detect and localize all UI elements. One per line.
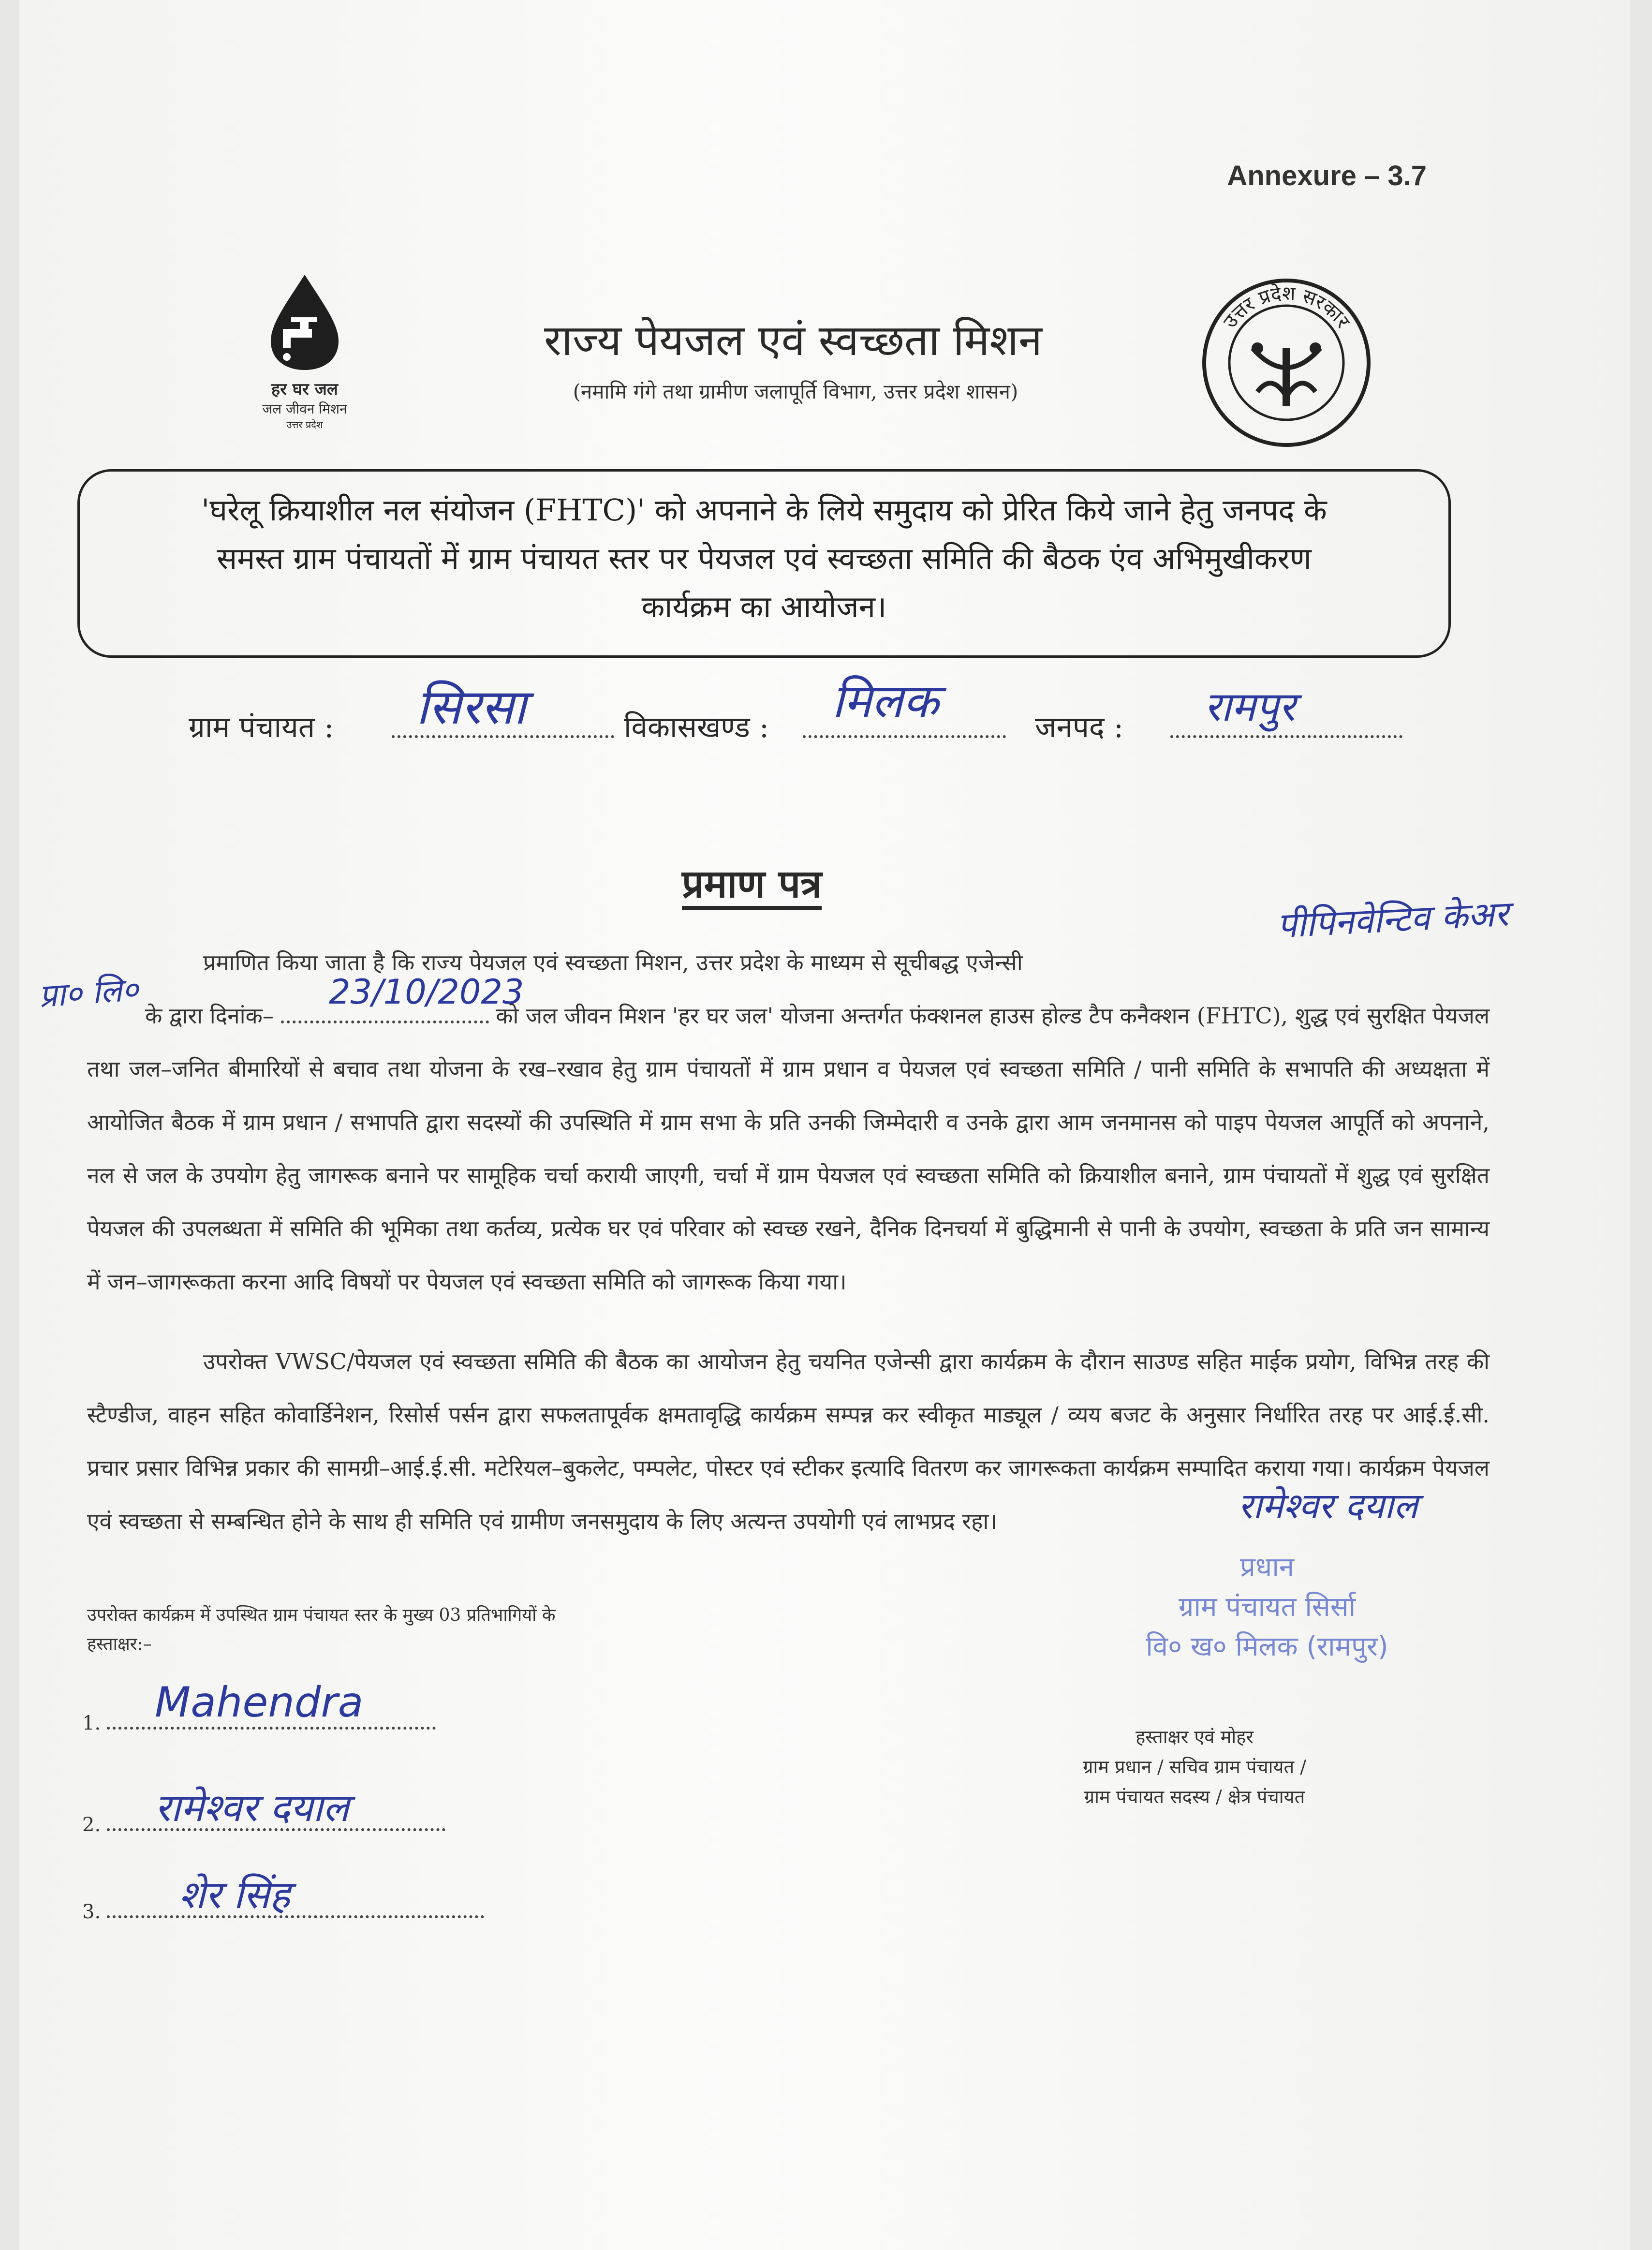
annexure-label: Annexure – 3.7 [1227, 160, 1427, 192]
water-drop-tap-icon [256, 271, 353, 372]
participant-signature-3: 3. शेर सिंह [82, 1901, 484, 1923]
sign-block-line-3: ग्राम पंचायत सदस्य / क्षेत्र पंचायत [1084, 1786, 1305, 1807]
mission-subtitle: (नमामि गंगे तथा ग्रामीण जलापूर्ति विभाग, उत्तर प्रदेश शासन) [573, 380, 1018, 403]
mission-title: राज्य पेयजल एवं स्वच्छता मिशन [544, 315, 1042, 365]
logo-line-2: जल जीवन मिशन [262, 401, 347, 417]
stamp-line-1: प्रधान [1240, 1552, 1294, 1583]
janpad-value: रामपुर [1204, 683, 1296, 730]
para1-part-b: के द्वारा दिनांक– [145, 1003, 274, 1029]
participant-1-name: Mahendra [155, 1678, 364, 1727]
participant-signature-1: 1. Mahendra [82, 1712, 436, 1734]
vikaskhand-label: विकासखण्ड : [624, 711, 769, 744]
handwritten-date: 23/10/2023 [329, 972, 524, 1012]
pradhan-stamp [1049, 1548, 1485, 1667]
janpad-label: जनपद : [1035, 711, 1124, 744]
handwritten-agency: पीपिनवेन्टिव केअर [1276, 893, 1510, 946]
participant-2-name: रामेश्वर दयाल [155, 1785, 349, 1830]
participant-3-name: शेर सिंह [179, 1872, 290, 1917]
program-line-3: कार्यक्रम का आयोजन। [641, 589, 887, 624]
sign-block-line-1: हस्ताक्षर एवं मोहर [1136, 1726, 1254, 1747]
gram-panchayat-value: सिरसा [416, 679, 526, 735]
svg-text:उत्तर प्रदेश सरकार: उत्तर प्रदेश सरकार [1219, 282, 1354, 333]
sign-block-line-2: ग्राम प्रधान / सचिव ग्राम पंचायत / [1082, 1756, 1307, 1777]
logo-line-3: उत्तर प्रदेश [286, 419, 323, 430]
up-government-seal [1199, 276, 1373, 450]
attendance-intro [87, 1601, 909, 1659]
signature-seal-block [977, 1722, 1412, 1812]
gram-panchayat-label: ग्राम पंचायत : [189, 711, 334, 744]
har-ghar-jal-logo [232, 271, 377, 431]
attendance-intro-line-1: उपरोक्त कार्यक्रम में उपस्थित ग्राम पंचायत स्तर के मुख्य 03 प्रतिभागियों के [87, 1605, 556, 1625]
para1-part-c: को जल जीवन मिशन 'हर घर जल' योजना अन्तर्गत फंक्शनल हाउस होल्ड टैप कनैक्शन (FHTC), शुद्ध एवं सुरक्षित पेयजल तथा जल–जनित बीमारियों से बचाव तथा योजना के रख–रखाव हेतु ग्राम पंचायतों में ग्राम प्रधान व पेयजल एवं स्वच्छता समिति / पानी समिति के सभापति की अध्यक्षता में आयोजित बैठक में ग्राम प्रधान / सभापति द्वारा सदस्यों की उपस्थिति में ग्राम सभा के प्रति उनकी जिम्मेदारी व उनके द्वारा आम जनमानस को पाइप पेयजल आपूर्ति को अपनाने, नल से जल के उपयोग हेतु जागरूक बनाने पर सामूहिक चर्चा करायी जाएगी, चर्चा में ग्राम पेयजल एवं स्वच्छता समिति को क्रियाशील बनाने, ग्राम पंचायतों में शुद्ध एवं सुरक्षित पेयजल की उपलब्धता में समिति की भूमिका तथा कर्तव्य, प्रत्येक घर एवं परिवार को स्वच्छ रखने, दैनिक दिनचर्या में बुद्धिमानी से पानी के उपयोग, स्वच्छता के प्रति जन सामान्य में जन–जागरूकता करना आदि विषयों पर पेयजल एवं स्वच्छता समिति को जागरूक किया गया। [87, 1003, 1490, 1295]
program-description-box [77, 469, 1451, 658]
seal-emblem-icon [1199, 276, 1373, 450]
certificate-heading: प्रमाण पत्र [682, 861, 822, 906]
attendance-intro-line-2: हस्ताक्षर:– [87, 1634, 152, 1654]
program-line-1: 'घरेलू क्रियाशील नल संयोजन (FHTC)' को अपनाने के लिये समुदाय को प्रेरित किये जाने हेतु जनपद के [201, 492, 1327, 528]
stamp-line-2: ग्राम पंचायत सिर्सा [1178, 1591, 1356, 1623]
para1-part-a: प्रमाणित किया जाता है कि राज्य पेयजल एवं स्वच्छता मिशन, उत्तर प्रदेश के माध्यम से सूचीबद्ध एजेन्सी [203, 949, 1023, 976]
pradhan-signature: रामेश्वर दयाल [1238, 1485, 1418, 1527]
program-line-2: समस्त ग्राम पंचायतों में ग्राम पंचायत स्तर पर पेयजल एवं स्वच्छता समिति की बैठक एंव अभिमुखीकरण [217, 541, 1312, 576]
participant-signature-2: 2. रामेश्वर दयाल [82, 1814, 445, 1836]
logo-line-1: हर घर जल [271, 380, 338, 399]
location-fields [189, 674, 1494, 745]
document-sheet [19, 0, 1630, 2250]
para2-text: उपरोक्त VWSC/पेयजल एवं स्वच्छता समिति की बैठक का आयोजन हेतु चयनित एजेन्सी द्वारा कार्यक्रम के दौरान साउण्ड सहित माईक प्रयोग, विभिन्न तरह की स्टैण्डीज, वाहन सहित कोवार्डिनेशन, रिसोर्स पर्सन द्वारा सफलतापूर्वक क्षमतावृद्धि कार्यक्रम सम्पन्न कर स्वीकृत माड्यूल / व्यय बजट के अनुसार निर्धारित तरह पर आई.ई.सी. प्रचार प्रसार विभिन्न प्रकार की सामग्री–आई.ई.सी. मटेरियल–बुकलेट, पम्पलेट, पोस्टर एवं स्टीकर इत्यादि वितरण कर जागरूकता कार्यक्रम सम्पादित कराया गया। कार्यक्रम पेयजल एवं स्वच्छता से सम्बन्धित होने के साथ ही समिति एवं ग्रामीण जनसमुदाय के लिए अत्यन्त उपयोगी एवं लाभप्रद रहा। [87, 1348, 1490, 1534]
handwritten-agency-suffix: प्रा० लि० [37, 970, 140, 1015]
vikaskhand-value: मिलक [832, 674, 939, 728]
stamp-line-3: वि० ख० मिलक (रामपुर) [1146, 1631, 1388, 1662]
certificate-paragraph-1 [87, 936, 1490, 1308]
